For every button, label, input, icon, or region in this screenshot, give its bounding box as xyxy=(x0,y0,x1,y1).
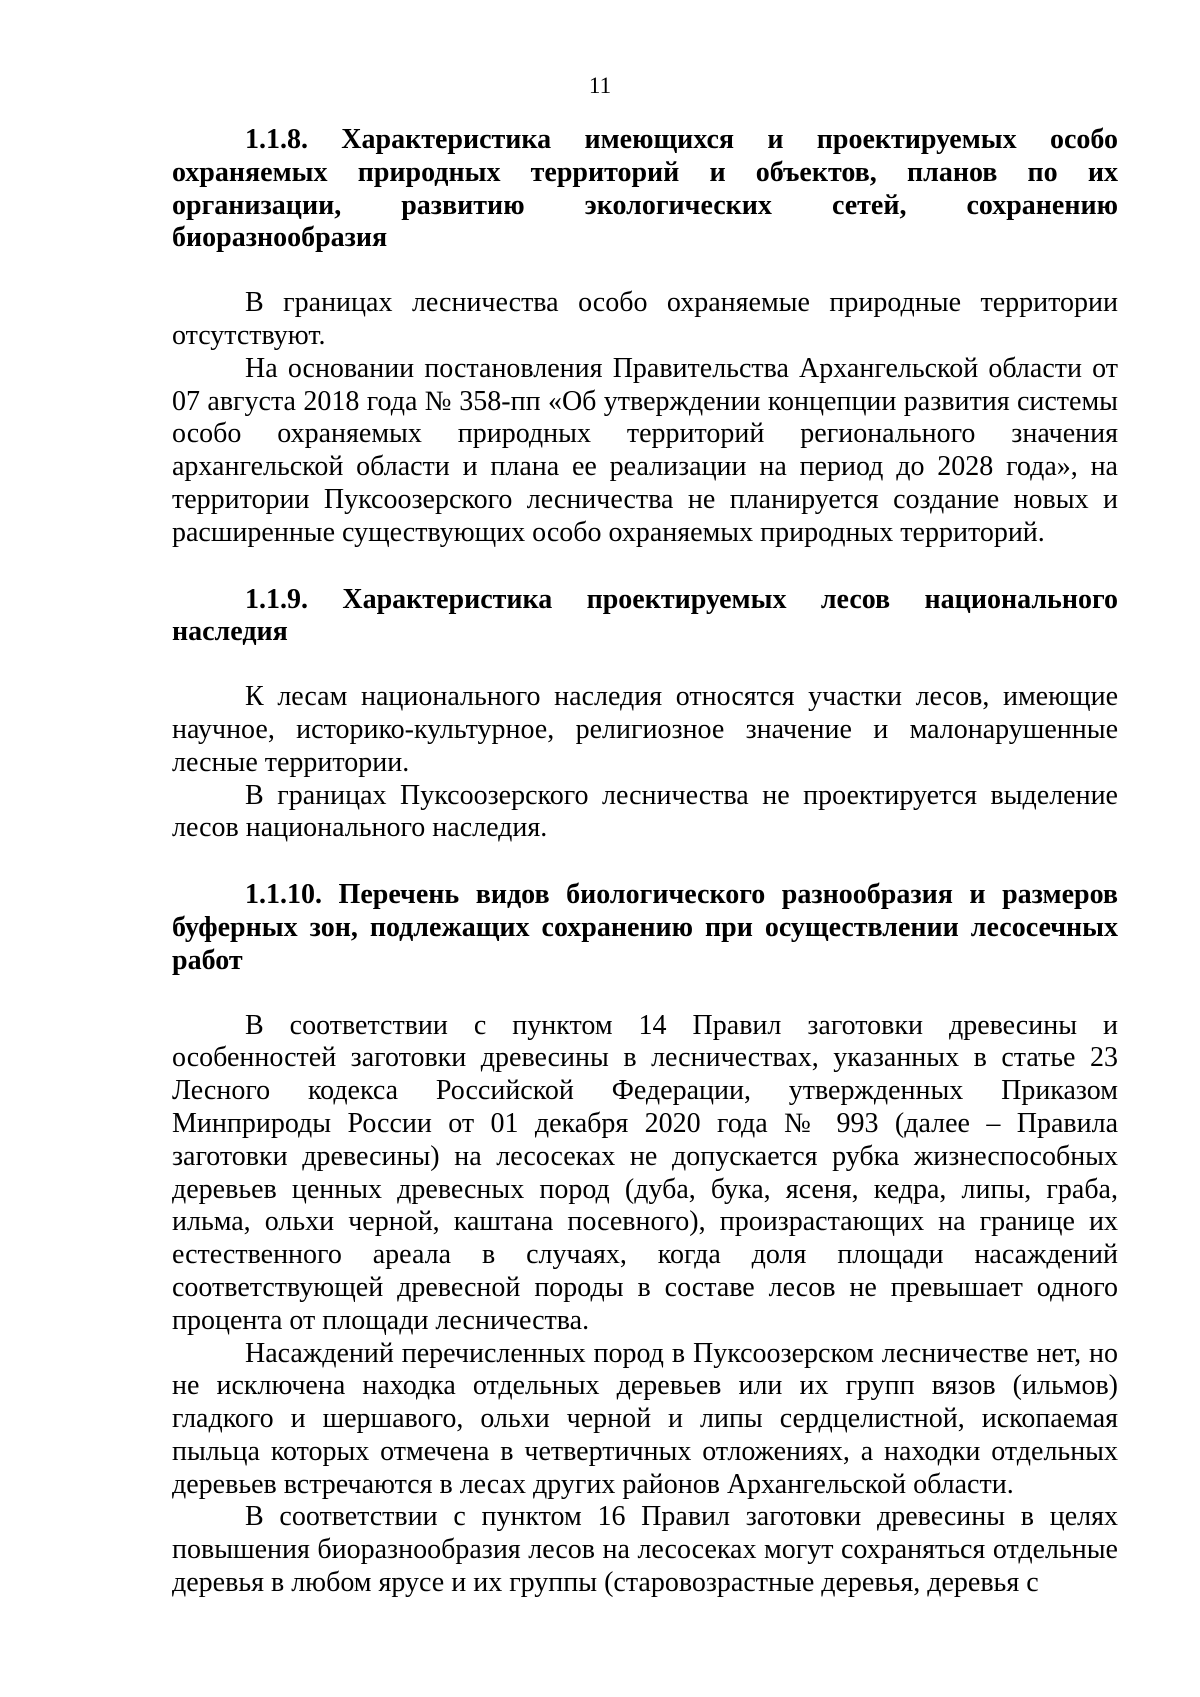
paragraph: В соответствии с пунктом 16 Правил заготовки древесины в целях повышения биоразнообразия лесов на лесосеках могут сохраняться отдельные деревья в любом ярусе и их группы (старовозрастные деревья, деревья с xyxy=(172,1501,1118,1599)
paragraph: К лесам национального наследия относятся участки лесов, имеющие научное, историко-культурное, религиозное значение и малонарушенные лесные территории. xyxy=(172,681,1118,778)
paragraph: Насаждений перечисленных пород в Пуксоозерском лесничестве нет, но не исключена находка отдельных деревьев или их групп вязов (ильмов) гладкого и шершавого, ольхи черной и липы сердцелистной, ископаемая пыльца которых отмечена в четвертичных отложениях, а находки отдельных деревьев встречаются в лесах других районов Архангельской области. xyxy=(172,1337,1118,1500)
page-number: 11 xyxy=(588,73,612,98)
section-heading-1-1-9: 1.1.9. Характеристика проектируемых лесов национального наследия xyxy=(172,583,1118,648)
paragraph: В соответствии с пунктом 14 Правил заготовки древесины и особенностей заготовки древесины в лесничествах, указанных в статье 23 Лесного кодекса Российской Федерации, утвержденных Приказом Минприроды России от 01 декабря 2020 года № 993 (далее – Правила заготовки древесины) на лесосеках не допускается рубка жизнеспособных деревьев ценных древесных пород (дуба, бука, ясеня, кедра, липы, граба, ильма, ольхи черной, каштана посевного), произрастающих на границе их естественного ареала в случаях, когда доля площади насаждений соответствующей древесной породы в составе лесов не превышает одного процента от площади лесничества. xyxy=(172,1009,1118,1336)
section-heading-1-1-8: 1.1.8. Характеристика имеющихся и проектируемых особо охраняемых природных территорий и объектов, планов по их организации, развитию экологических сетей, сохранению биоразнообразия xyxy=(172,124,1118,254)
paragraph: На основании постановления Правительства Архангельской области от 07 августа 2018 года № 358-пп «Об утверждении концепции развития системы особо охраняемых природных территорий регионального значения архангельской области и плана ее реализации на период до 2028 года», на территории Пуксоозерского лесничества не планируется создание новых и расширенные существующих особо охраняемых природных территорий. xyxy=(172,352,1118,548)
paragraph: В границах Пуксоозерского лесничества не проектируется выделение лесов национального наследия. xyxy=(172,779,1118,844)
paragraph: В границах лесничества особо охраняемые природные территории отсутствуют. xyxy=(172,287,1118,351)
document-body xyxy=(172,124,1118,1600)
section-heading-1-1-10: 1.1.10. Перечень видов биологического разнообразия и размеров буферных зон, подлежащих сохранению при осуществлении лесосечных работ xyxy=(172,879,1118,976)
